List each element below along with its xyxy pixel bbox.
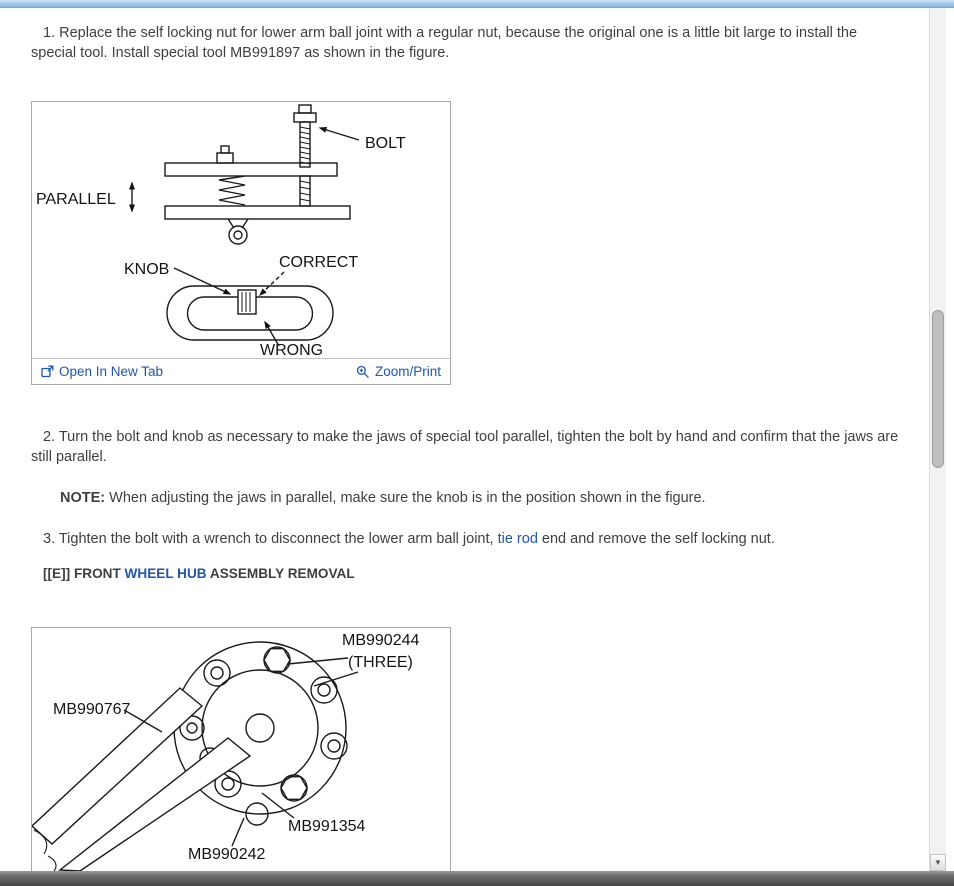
figure-wheel-hub [31, 627, 451, 871]
step-1-text: 1. Replace the self locking nut for lower arm ball joint with a regular nut, because the original one is a little bit large to install the special tool. Install special tool MB991897 as shown in the figure. [31, 25, 858, 61]
special-tool-diagram [32, 102, 449, 357]
tie-rod-link[interactable]: tie rod [497, 531, 538, 547]
figure-special-tool [31, 101, 451, 385]
wheel-hub-diagram [32, 628, 449, 871]
note-body: When adjusting the jaws in parallel, make sure the knob is in the position shown in the figure. [105, 490, 706, 506]
label-mb991354: MB991354 [288, 818, 366, 835]
wheel-hub-link[interactable]: WHEEL HUB [124, 566, 207, 581]
step-2-text: 2. Turn the bolt and knob as necessary to make the jaws of special tool parallel, tighten the bolt by hand and confirm that the jaws are still parallel. [31, 429, 899, 465]
window-top-edge [0, 0, 954, 8]
step-3-text [31, 529, 903, 549]
section-heading [43, 566, 355, 581]
zoom-print-label: Zoom/Print [374, 364, 441, 379]
label-mb990242: MB990242 [188, 846, 266, 863]
note-text [60, 488, 902, 508]
zoom-print-link[interactable] [356, 364, 441, 379]
label-correct: CORRECT [279, 254, 359, 271]
window-bottom-edge [0, 871, 954, 886]
step-3-pre: 3. Tighten the bolt with a wrench to disconnect the lower arm ball joint, [43, 531, 498, 547]
note-label: NOTE: [60, 490, 106, 506]
step-3-post: end and remove the self locking nut. [537, 531, 775, 547]
label-mb990767: MB990767 [53, 701, 131, 718]
vertical-scrollbar[interactable] [929, 8, 946, 871]
open-in-new-tab-link[interactable] [41, 364, 163, 379]
label-knob: KNOB [124, 261, 170, 278]
label-three: (THREE) [348, 654, 413, 671]
scrollbar-thumb[interactable] [932, 310, 944, 468]
label-parallel: PARALLEL [36, 191, 116, 208]
scroll-down-button[interactable] [930, 854, 946, 871]
open-in-new-tab-label: Open In New Tab [59, 364, 164, 379]
heading-pre: [[E]] FRONT [43, 566, 125, 581]
scroll-down-arrow-icon: ▼ [934, 858, 942, 867]
label-wrong: WRONG [260, 342, 324, 357]
zoom-icon [356, 365, 370, 379]
open-in-new-tab-icon [41, 365, 54, 378]
label-mb990244: MB990244 [342, 632, 420, 649]
heading-post: ASSEMBLY REMOVAL [206, 566, 355, 581]
label-bolt: BOLT [365, 135, 406, 152]
figure-footer [32, 358, 450, 384]
